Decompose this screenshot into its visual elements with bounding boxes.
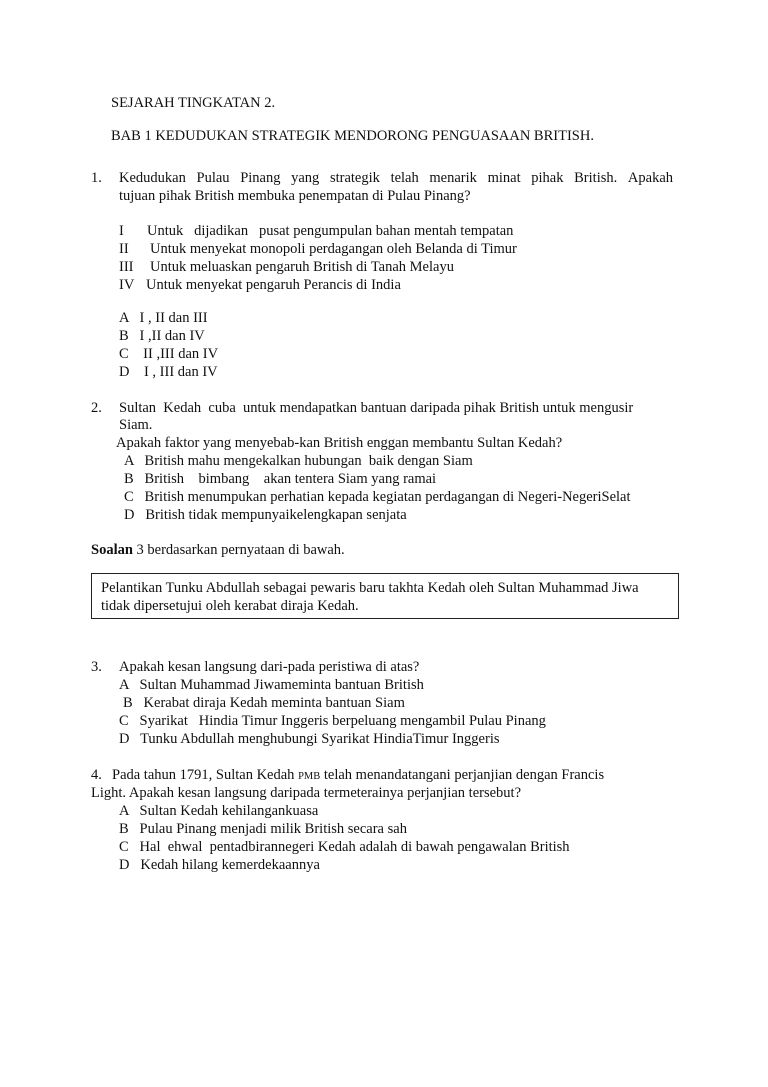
- question-stem: Pada tahun 1791, Sultan Kedah PMB telah menandatangani perjanjian dengan Francis: [112, 767, 605, 783]
- statement-roman: IV: [119, 277, 135, 293]
- question-stem: Sultan Kedah cuba untuk mendapatkan bantuan daripada pihak British untuk mengusir: [119, 400, 634, 416]
- statement-text: Untuk menyekat pengaruh Perancis di India: [146, 277, 401, 293]
- question-stem-line2: Siam.: [119, 417, 153, 433]
- option-d[interactable]: D British tidak mempunyaikelengkapan senjata: [124, 507, 407, 523]
- statement-box-line: Pelantikan Tunku Abdullah sebagai pewaris baru takhta Kedah oleh Sultan Muhammad Jiwa: [101, 580, 639, 596]
- question-instruction: Soalan 3 berdasarkan pernyataan di bawah.: [91, 542, 345, 558]
- subject-title: SEJARAH TINGKATAN 2.: [111, 95, 276, 111]
- statement-roman: I: [119, 223, 124, 239]
- option-b[interactable]: B Kerabat diraja Kedah meminta bantuan Siam: [123, 695, 405, 711]
- question-stem: Apakah kesan langsung dari-pada peristiwa di atas?: [119, 659, 420, 675]
- option-c[interactable]: C Syarikat Hindia Timur Inggeris berpeluang mengambil Pulau Pinang: [119, 713, 546, 729]
- question-number: 2.: [91, 400, 102, 416]
- option-a[interactable]: A Sultan Muhammad Jiwameminta bantuan British: [119, 677, 424, 693]
- question-stem: Kedudukan Pulau Pinang yang strategik telah menarik minat pihak British. Apakah: [119, 170, 673, 186]
- option-b[interactable]: B I ,II dan IV: [119, 328, 205, 344]
- question-stem-line2: Light. Apakah kesan langsung daripada termeterainya perjanjian tersebut?: [91, 785, 522, 801]
- option-a[interactable]: A Sultan Kedah kehilangankuasa: [119, 803, 319, 819]
- option-c[interactable]: C Hal ehwal pentadbirannegeri Kedah adalah di bawah pengawalan British: [119, 839, 570, 855]
- option-d[interactable]: D Kedah hilang kemerdekaannya: [119, 857, 320, 873]
- option-b[interactable]: B Pulau Pinang menjadi milik British secara sah: [119, 821, 407, 837]
- question-prompt: Apakah faktor yang menyebab-kan British enggan membantu Sultan Kedah?: [116, 435, 563, 451]
- question-number: 3.: [91, 659, 102, 675]
- option-c[interactable]: C II ,III dan IV: [119, 346, 219, 362]
- statement-box: [91, 573, 679, 619]
- statement-box-line: tidak dipersetujui oleh kerabat diraja Kedah.: [101, 598, 359, 614]
- question-stem-line2: tujuan pihak British membuka penempatan di Pulau Pinang?: [119, 188, 471, 204]
- abbreviation: PMB: [298, 771, 321, 782]
- option-c[interactable]: C British menumpukan perhatian kepada kegiatan perdagangan di Negeri-NegeriSelat: [124, 489, 631, 505]
- option-a[interactable]: A I , II dan III: [119, 310, 208, 326]
- option-d[interactable]: D Tunku Abdullah menghubungi Syarikat HindiaTimur Inggeris: [119, 731, 500, 747]
- statement-text: Untuk dijadikan pusat pengumpulan bahan mentah tempatan: [147, 223, 514, 239]
- question-number: 1.: [91, 170, 102, 186]
- question-number: 4.: [91, 767, 102, 783]
- chapter-title: BAB 1 KEDUDUKAN STRATEGIK MENDORONG PENGUASAAN BRITISH.: [111, 128, 594, 144]
- statement-roman: III: [119, 259, 134, 275]
- option-b[interactable]: B British bimbang akan tentera Siam yang ramai: [124, 471, 437, 487]
- statement-text: Untuk menyekat monopoli perdagangan oleh Belanda di Timur: [150, 241, 517, 257]
- statement-text: Untuk meluaskan pengaruh British di Tanah Melayu: [150, 259, 454, 275]
- option-d[interactable]: D I , III dan IV: [119, 364, 218, 380]
- statement-roman: II: [119, 241, 129, 257]
- option-a[interactable]: A British mahu mengekalkan hubungan baik dengan Siam: [124, 453, 473, 469]
